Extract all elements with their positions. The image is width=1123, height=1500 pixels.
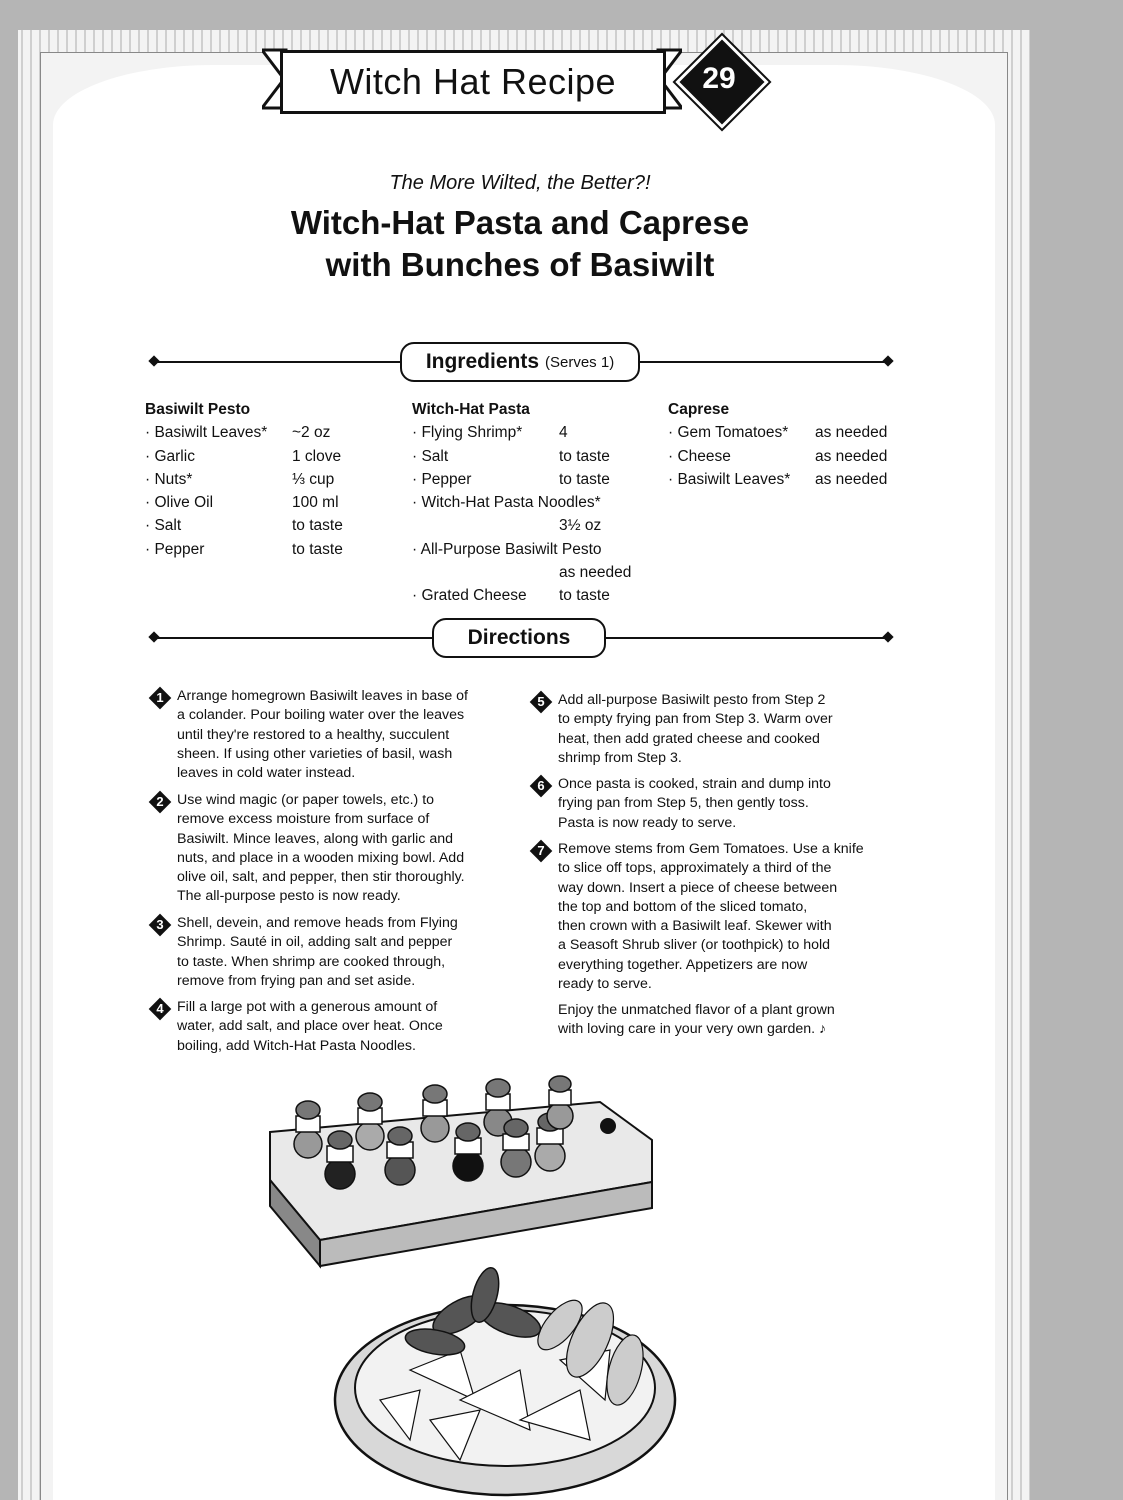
step-text-line: remove excess moisture from surface of (177, 811, 430, 828)
direction-step (156, 914, 517, 991)
ingredient-row (668, 445, 887, 468)
ingredient-row (145, 538, 343, 561)
step-text-line: Fill a large pot with a generous amount of (177, 999, 438, 1015)
ingredient-name: · Nuts* (145, 470, 193, 488)
banner-title: Witch Hat Recipe (329, 61, 617, 102)
ingredient-qty: 3½ oz (559, 517, 602, 535)
step-text-line: then crown with a Basiwilt leaf. Skewer with (558, 918, 832, 935)
recipe-title-line-1: Witch-Hat Pasta and Caprese (290, 204, 750, 241)
step-number: 7 (537, 843, 545, 859)
caprese-heading: Caprese (668, 401, 730, 418)
step-text-line: Pasta is now ready to serve. (558, 814, 737, 831)
ingredient-qty: to taste (559, 587, 610, 605)
step-text-line: Once pasta is cooked, strain and dump into (558, 776, 831, 792)
step-text-line: boiling, add Witch-Hat Pasta Noodles. (177, 1037, 416, 1054)
ingredient-name: · Pepper (145, 540, 205, 558)
step-text-line: the top and bottom of the sliced tomato, (558, 898, 808, 915)
ingredient-name: · Witch-Hat Pasta Noodles* (412, 494, 601, 512)
step-text-line: way down. Insert a piece of cheese between (558, 879, 838, 896)
ingredient-row (668, 468, 887, 491)
ingredient-name: · Olive Oil (145, 494, 214, 512)
step-text-line: heat, then add grated cheese and cooked (558, 730, 820, 747)
step-text-line: frying pan from Step 5, then gently toss. (558, 795, 809, 812)
ingredient-name: · Gem Tomatoes* (668, 424, 789, 442)
ingredient-row (412, 421, 631, 444)
step-number-badge (149, 687, 171, 709)
step-text-line: to slice off tops, approximately a third of the (558, 860, 832, 877)
step-text-line: until they're restored to a healthy, succulent (177, 726, 450, 743)
step-number: 4 (156, 1001, 164, 1017)
ingredient-qty: to taste (292, 517, 343, 535)
step-number: 3 (156, 917, 164, 933)
step-text-line: nuts, and place in a wooden mixing bowl. Add (177, 849, 465, 866)
step-text-line: leaves in cold water instead. (177, 765, 356, 782)
ingredient-name: · Basiwilt Leaves* (145, 424, 268, 442)
ingredient-qty: ~2 oz (292, 424, 331, 442)
ingredient-row (145, 421, 343, 444)
step-number-badge (530, 840, 552, 862)
step-text-line: a Seasoft Shrub sliver (or toothpick) to hold (558, 937, 831, 954)
ingredient-row (668, 421, 887, 444)
ingredient-name: · Flying Shrimp* (412, 424, 523, 442)
ingredient-qty: to taste (559, 470, 610, 488)
step-number-badge (530, 775, 552, 797)
step-text-line: a colander. Pour boiling water over the leaves (177, 707, 465, 724)
ingredient-qty: as needed (815, 424, 888, 442)
direction-step (156, 687, 517, 783)
directions-heading: Directions (432, 618, 606, 658)
serves-note: (Serves 1) (545, 353, 615, 371)
ingredients-heading: Ingredients (Serves 1) (400, 342, 640, 382)
direction-step (156, 791, 517, 907)
direction-step (537, 691, 898, 768)
step-text-line: remove from frying pan and set aside. (177, 972, 416, 989)
step-text-line: Add all-purpose Basiwilt pesto from Step 2 (558, 692, 826, 708)
ingredient-qty: as needed (559, 564, 632, 582)
direction-step (537, 775, 898, 833)
header-banner (262, 42, 682, 116)
step-text-line: olive oil, salt, and pepper, then stir thoroughly. (177, 869, 465, 886)
ingredient-name: · Salt (412, 447, 449, 465)
step-text-line: Arrange homegrown Basiwilt leaves in base of (177, 688, 468, 704)
step-text-line: shrimp from Step 3. (558, 749, 682, 766)
ingredient-row (145, 468, 343, 491)
ingredient-row (412, 538, 631, 585)
pesto-heading: Basiwilt Pesto (145, 401, 251, 418)
step-text-line: Remove stems from Gem Tomatoes. Use a knife (558, 841, 864, 857)
pasta-heading: Witch-Hat Pasta (412, 401, 530, 418)
step-text-line: everything together. Appetizers are now (558, 956, 808, 973)
ingredient-qty: 100 ml (292, 494, 339, 512)
ingredient-name: · Salt (145, 517, 182, 535)
ingredient-qty: 4 (559, 424, 568, 442)
ingredient-qty: as needed (815, 447, 888, 465)
closing-note: Enjoy the unmatched flavor of a plant grown with loving care in your very own garden. ♪ (558, 1002, 835, 1038)
food-illustration (260, 1070, 680, 1500)
ingredient-column-pesto (145, 398, 343, 561)
direction-step (156, 998, 517, 1056)
recipe-title (0, 202, 1040, 286)
step-number-badge (149, 914, 171, 936)
step-number-badge (149, 791, 171, 813)
recipe-number: 29 (702, 62, 736, 95)
step-number-badge (149, 998, 171, 1020)
ingredient-row (412, 468, 631, 491)
ingredient-row (412, 445, 631, 468)
ingredient-qty: as needed (815, 470, 888, 488)
step-text-line: Basiwilt. Mince leaves, along with garlic and (177, 830, 453, 847)
ingredient-row (145, 445, 343, 468)
ingredient-qty: ⅓ cup (292, 470, 335, 488)
ingredient-name: · Garlic (145, 447, 195, 465)
ingredient-name: · Cheese (668, 447, 731, 465)
directions-divider (150, 618, 892, 658)
recipe-title-line-2: with Bunches of Basiwilt (325, 246, 715, 283)
ingredient-name: · Pepper (412, 470, 472, 488)
ingredient-row (412, 491, 631, 538)
ingredient-name: · Grated Cheese (412, 587, 527, 605)
ingredient-name: · All-Purpose Basiwilt Pesto (412, 540, 602, 558)
step-text-line: ready to serve. (558, 976, 652, 993)
direction-step (537, 840, 898, 994)
ingredient-column-caprese (668, 398, 887, 491)
step-text-line: Use wind magic (or paper towels, etc.) to (177, 792, 435, 808)
ingredients-divider (150, 342, 892, 382)
ingredient-column-pasta (412, 398, 631, 608)
ingredient-row (145, 491, 343, 514)
step-text-line: water, add salt, and place over heat. Once (177, 1018, 443, 1035)
step-text-line: to empty frying pan from Step 3. Warm over (558, 711, 833, 728)
step-text-line: sheen. If using other varieties of basil, wash (177, 745, 453, 762)
step-text-line: to taste. When shrimp are cooked through, (177, 953, 446, 970)
step-number: 5 (537, 694, 545, 710)
recipe-number-badge (680, 40, 758, 118)
ingredient-qty: to taste (292, 540, 343, 558)
step-text-line: Shell, devein, and remove heads from Flying (177, 915, 458, 931)
step-text-line: The all-purpose pesto is now ready. (177, 888, 401, 905)
ingredient-qty: 1 clove (292, 447, 342, 465)
step-number: 2 (156, 794, 164, 810)
ingredient-row (412, 584, 631, 607)
ingredient-name: · Basiwilt Leaves* (668, 470, 791, 488)
step-text-line: Shrimp. Sauté in oil, adding salt and pepper (177, 934, 453, 951)
step-number: 6 (537, 778, 545, 794)
ingredient-qty: to taste (559, 447, 610, 465)
step-number-badge (530, 691, 552, 713)
step-number: 1 (156, 690, 164, 706)
ingredient-row (145, 514, 343, 537)
recipe-subtitle: The More Wilted, the Better?! (389, 172, 651, 194)
